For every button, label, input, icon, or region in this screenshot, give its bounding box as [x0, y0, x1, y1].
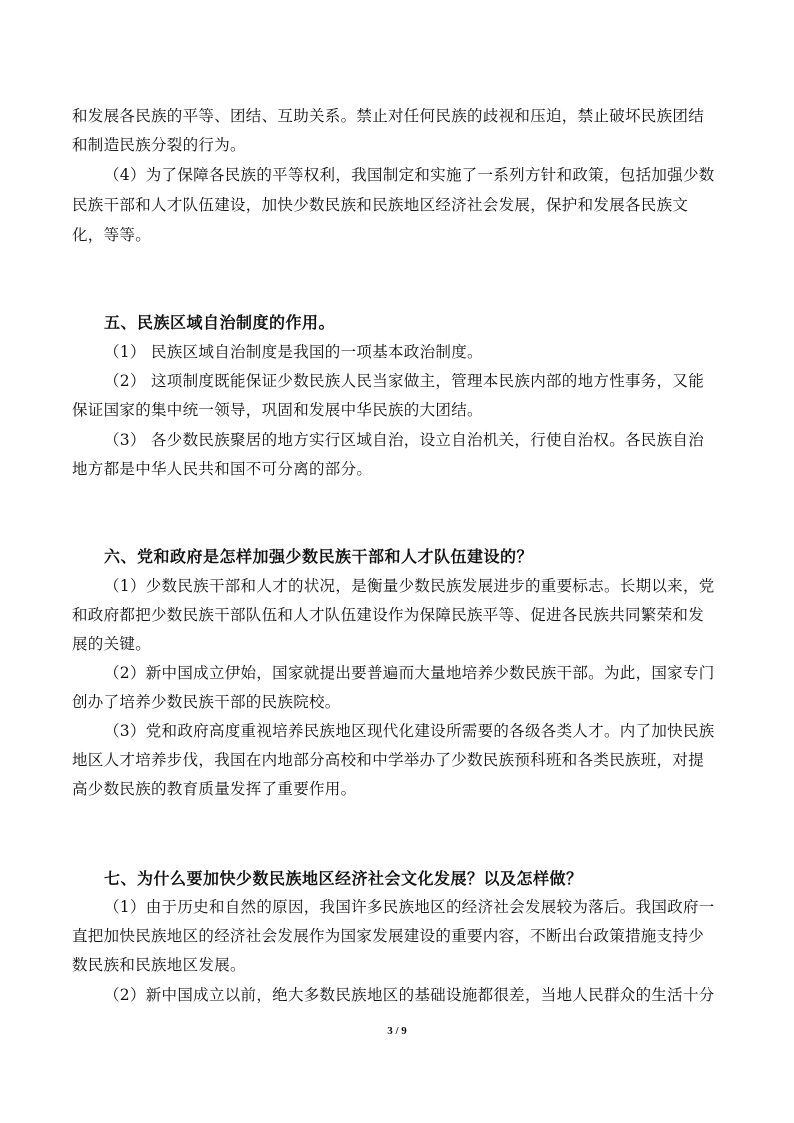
paragraph-line: 创办了培养少数民族干部的民族院校。 — [72, 693, 341, 711]
paragraph-line: 和发展各民族的平等、团结、互助关系。禁止对任何民族的歧视和压迫，禁止破坏民族团结 — [72, 107, 705, 125]
paragraph-line: （3）党和政府高度重视培养民族地区现代化建设所需要的各级各类人才。内了加快民族 — [104, 722, 715, 740]
paragraph-line: （3） 各少数民族聚居的地方实行区域自治，设立自治机关，行使自治权。各民族自治 — [104, 431, 704, 449]
paragraph-line: （2）新中国成立伊始，国家就提出要普遍而大量地培养少数民族干部。为此，国家专门 — [104, 664, 715, 682]
paragraph-line: 直把加快民族地区的经济社会发展作为国家发展建设的重要内容，不断出台政策措施支持少 — [72, 927, 705, 945]
paragraph-line: 地区人才培养步伐，我国在内地部分高校和中学举办了少数民族预科班和各类民族班，对提 — [72, 751, 705, 769]
paragraph-line: （4）为了保障各民族的平等权利，我国制定和实施了一系列方针和政策，包括加强少数 — [104, 166, 715, 184]
paragraph-line: 数民族和民族地区发展。 — [72, 956, 246, 974]
paragraph-line: 和政府都把少数民族干部队伍和人才队伍建设作为保障民族平等、促进各民族共同繁荣和发 — [72, 606, 705, 624]
paragraph-line: （2） 这项制度既能保证少数民族人民当家做主，管理本民族内部的地方性事务，又能 — [104, 372, 704, 390]
paragraph-line: 高少数民族的教育质量发挥了重要作用。 — [72, 780, 357, 798]
paragraph-line: 民族干部和人才队伍建设，加快少数民族和民族地区经济社会发展，保护和发展各民族文 — [72, 196, 689, 214]
paragraph-line: 和制造民族分裂的行为。 — [72, 136, 246, 154]
paragraph-line: 化，等等。 — [72, 226, 152, 244]
page-number: 3 / 9 — [387, 1025, 407, 1037]
paragraph-line: 地方都是中华人民共和国不可分离的部分。 — [72, 460, 373, 478]
paragraph-line: （2）新中国成立以前，绝大多数民族地区的基础设施都很差，当地人民群众的生活十分 — [104, 986, 715, 1004]
section-heading: 六、党和政府是怎样加强少数民族干部和人才队伍建设的？ — [104, 547, 534, 566]
paragraph-line: （1）少数民族干部和人才的状况，是衡量少数民族发展进步的重要标志。长期以来，党 — [104, 577, 715, 595]
section-heading: 七、为什么要加快少数民族地区经济社会文化发展？以及怎样做？ — [104, 869, 583, 888]
paragraph-line: 展的关键。 — [72, 635, 152, 653]
section-heading: 五、民族区域自治制度的作用。 — [104, 313, 336, 332]
paragraph-line: 保证国家的集中统一领导，巩固和发展中华民族的大团结。 — [72, 401, 483, 419]
paragraph-line: （1） 民族区域自治制度是我国的一项基本政治制度。 — [104, 343, 483, 361]
paragraph-line: （1）由于历史和自然的原因，我国许多民族地区的经济社会发展较为落后。我国政府一 — [104, 898, 715, 916]
